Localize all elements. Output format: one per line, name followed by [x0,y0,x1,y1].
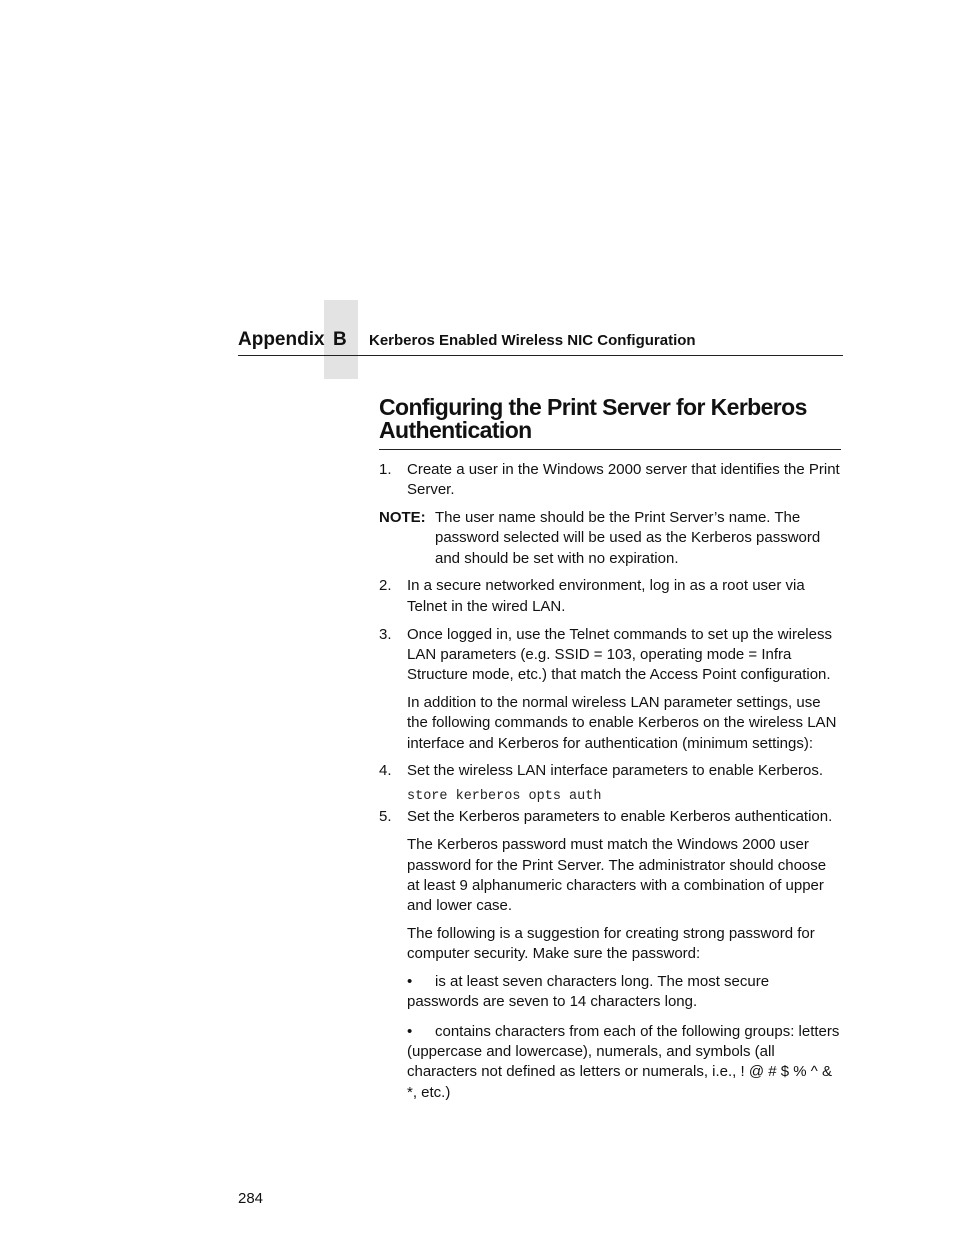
step-2 [379,576,841,617]
section-title: Configuring the Print Server for Kerberos Authentication [379,394,807,443]
bullet-icon: • [407,973,413,991]
step-text: Set the wireless LAN interface parameters to enable Kerberos. [407,762,824,780]
step-3 [379,625,841,686]
step-number: 2. [379,577,392,595]
note-text: The user name should be the Print Server’s name. The password selected will be used as the Kerberos password and should be set with no expiration. [435,509,821,567]
note-label: NOTE: [379,509,426,527]
step-number: 4. [379,762,392,780]
step-3-paragraph: In addition to the normal wireless LAN parameter settings, use the following commands to enable Kerberos on the wireless LAN interface and Kerberos for authentication (minimum settings): [407,693,837,752]
header-rule [238,355,843,356]
step-1 [379,460,841,501]
chapter-title: Kerberos Enabled Wireless NIC Configuration [369,332,696,349]
command-line: store kerberos opts auth [407,789,602,805]
body-content [379,460,841,1112]
step-text: Create a user in the Windows 2000 server that identifies the Print Server. [407,461,840,499]
step-number: 3. [379,625,392,643]
title-rule [379,449,841,450]
page-number: 284 [238,1190,264,1207]
step-5-paragraph-1: The Kerberos password must match the Windows 2000 user password for the Print Server. The administrator should choose at least 9 alphanumeric characters with a combination of upper and lower case. [407,836,827,915]
step-text: Set the Kerberos parameters to enable Kerberos authentication. [407,808,833,826]
bullet-item [379,1022,841,1103]
bullet-text: contains characters from each of the following groups: letters (uppercase and lowercase), numerals, and symbols (all characters not defined as letters or numerals, i.e., ! @ # $ % ^ & *, etc.) [407,1022,840,1101]
appendix-letter: B [333,329,347,350]
appendix-label: Appendix [238,329,325,350]
step-text: In a secure networked environment, log in as a root user via Telnet in the wired LAN. [407,577,805,615]
bullet-icon: • [407,1022,413,1040]
step-text: Once logged in, use the Telnet commands to set up the wireless LAN parameters (e.g. SSID = 103, operating mode = Infra Structure mode, etc.) that match the Access Point configuration. [407,625,832,684]
bullet-item [379,972,841,1013]
step-number: 5. [379,808,392,826]
note [379,508,841,569]
step-5-paragraph-2: The following is a suggestion for creating strong password for computer security. Make sure the password: [407,924,815,963]
bullet-text: is at least seven characters long. The most secure passwords are seven to 14 characters long. [407,973,770,1011]
step-number: 1. [379,461,392,478]
step-5 [379,807,841,827]
step-4 [379,761,841,781]
